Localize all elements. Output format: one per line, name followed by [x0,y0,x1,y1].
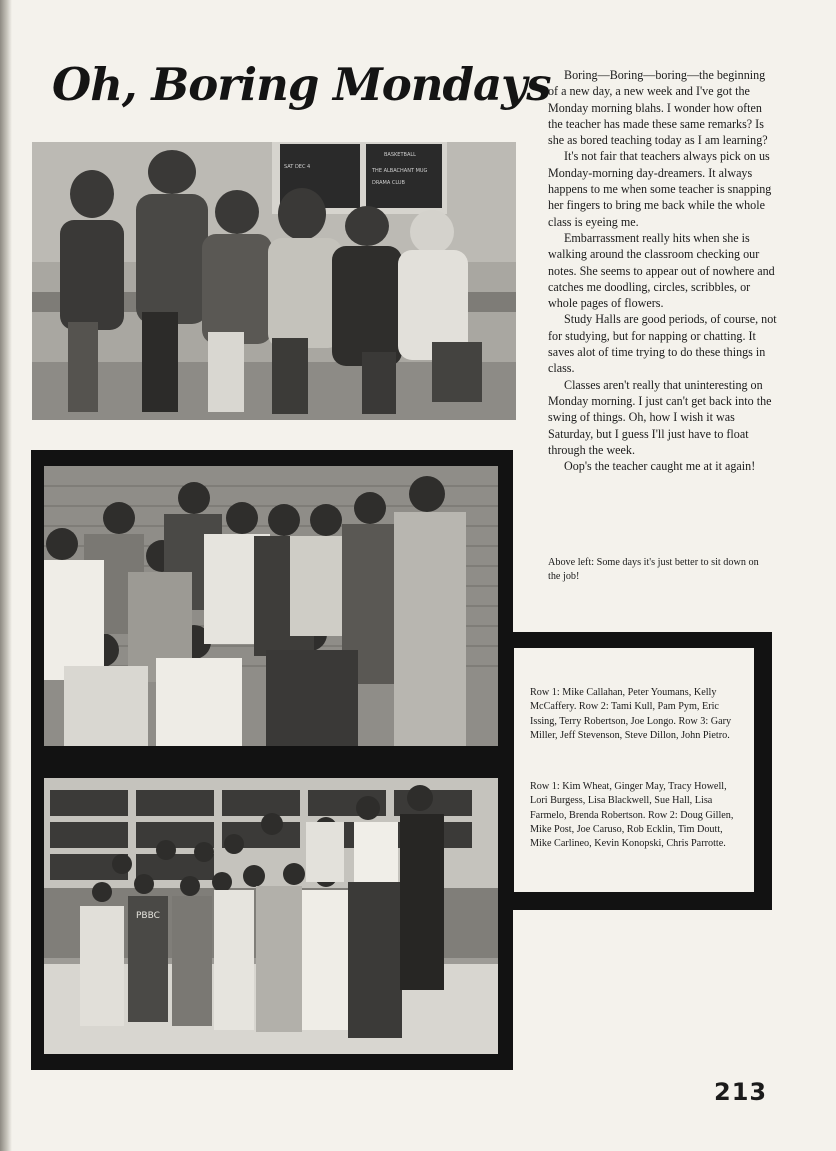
page-title: Oh, Boring Mondays [52,58,551,111]
essay-paragraph: Boring—Boring—boring—the beginning of a new day, a new week and I've got the Monday morning blahs. I wonder how often the teacher has made these same remarks? Is she as bored teaching today as I am learning? [548,68,768,148]
page-number: 213 [714,1078,768,1106]
photo-group-one-scene [44,466,498,746]
essay-text [548,67,778,474]
shirt-text: PBBC [136,911,160,921]
photo-students-sitting-scene [32,142,516,420]
board-text-4: DRAMA CLUB [372,180,405,186]
board-text-2: SAT DEC 4 [284,164,311,170]
essay-paragraph: Classes aren't really that uninteresting on Monday morning. I just can't get back into the swing of things. Oh, how I wish it was Saturday, but I guess I'll just have to float through the week. [548,377,772,457]
group-one-names: Row 1: Mike Callahan, Peter Youmans, Kelly McCaffery. Row 2: Tami Kull, Pam Pym, Eric Issing, Terry Robertson, Joe Longo. Row 3: Gary Miller, Jeff Stevenson, Steve Dillon, John Pietro. [530,687,732,741]
photo-group-two [44,778,498,1054]
group-two-names: Row 1: Kim Wheat, Ginger May, Tracy Howell, Lori Burgess, Lisa Blackwell, Sue Hall, Lisa Farmelo, Brenda Robertson. Row 2: Doug Gillen, Mike Post, Joe Caruso, Rob Ecklin, Tim Doutt, Mike Carlineo, Kevin Konopski, Chris Parrotte. [530,781,734,850]
essay-paragraph: Embarrassment really hits when she is walking around the classroom checking our notes. She seems to appear out of nowhere and catches me doodling, circles, scribbles, or whole pages of flowers. [548,230,775,311]
photo-students-sitting [32,142,516,420]
binding-edge [0,0,12,1151]
essay-paragraph: Oop's the teacher caught me at it again! [564,459,756,474]
essay-paragraph: Study Halls are good periods, of course, not for studying, but for napping or chatting. It saves alot of time trying to do these things in class. [548,312,777,376]
essay-paragraph: It's not fair that teachers always pick on us Monday-morning day-dreamers. It always happens to me when some teacher is snapping her fingers to bring me back while the whole class is eyeing me. [548,149,772,229]
board-text-1: BASKETBALL [384,152,416,158]
caption-box [514,648,754,892]
photo-group-two-scene [44,778,498,1054]
photo-group-one [44,466,498,746]
board-text-3: THE ALBACHANT MUG [372,168,428,174]
caption-above-left: Above left: Some days it's just better to sit down on the job! [548,557,759,582]
